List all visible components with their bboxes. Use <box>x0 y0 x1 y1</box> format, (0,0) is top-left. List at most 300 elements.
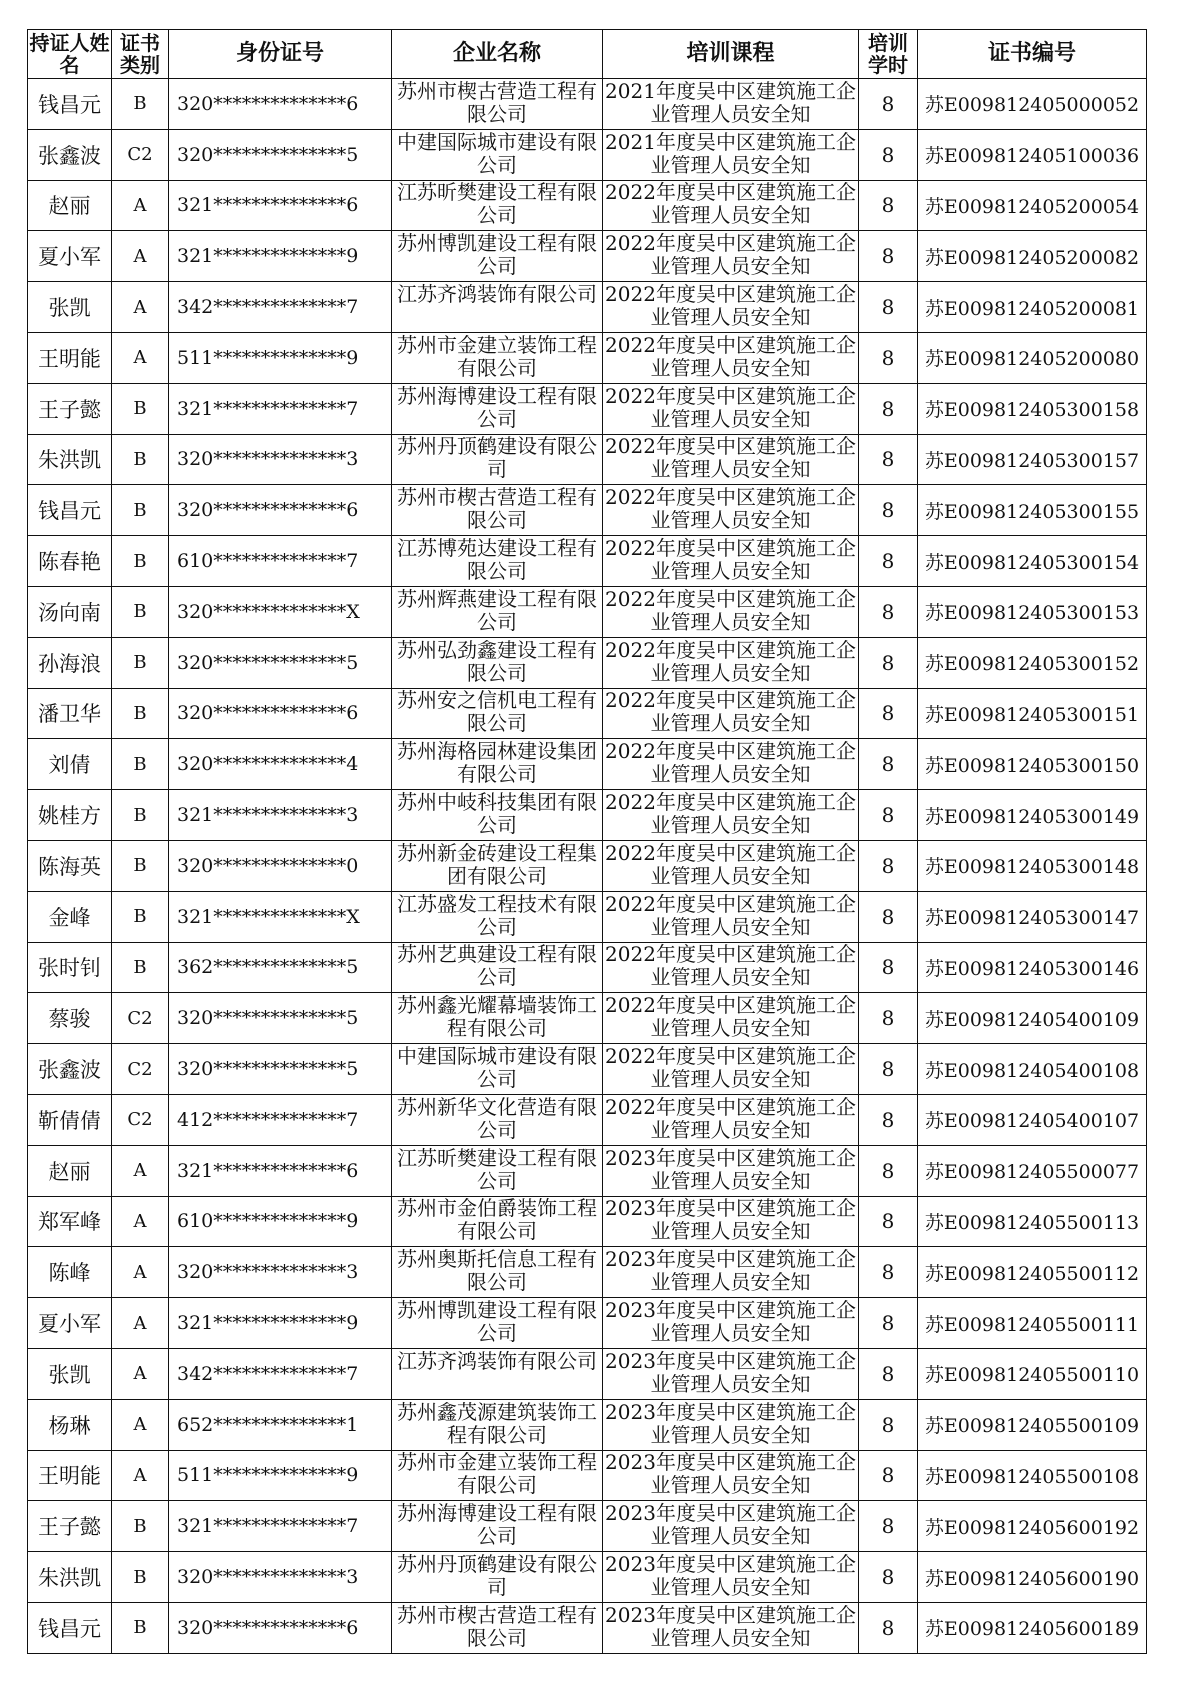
header-cert-type: 证书类别 <box>112 30 169 79</box>
holder-name-cell: 夏小军 <box>28 231 112 282</box>
company-cell <box>392 1298 603 1349</box>
cert-number-cell: 苏E009812405300152 <box>918 637 1147 688</box>
course-cell <box>603 231 859 282</box>
cert-number-cell: 苏E009812405500111 <box>918 1298 1147 1349</box>
id-number-cell: 511**************9 <box>169 332 392 383</box>
course-cell <box>603 1501 859 1552</box>
course-cell <box>603 1145 859 1196</box>
company-cell-text: 苏州辉燕建设工程有限公司 <box>397 587 597 634</box>
company-cell <box>392 790 603 841</box>
course-cell-text: 2023年度吴中区建筑施工企业管理人员安全知 <box>605 1197 856 1244</box>
cert-number-cell: 苏E009812405300149 <box>918 790 1147 841</box>
cert-type-cell: B <box>112 891 169 942</box>
table-row <box>28 586 1147 637</box>
cert-type-cell: B <box>112 79 169 130</box>
id-number-cell: 320**************4 <box>169 739 392 790</box>
course-cell-text: 2023年度吴中区建筑施工企业管理人员安全知 <box>605 1299 856 1346</box>
hours-cell: 8 <box>859 485 918 536</box>
cert-number-cell: 苏E009812405200080 <box>918 332 1147 383</box>
course-cell <box>603 1196 859 1247</box>
cert-type-cell: A <box>112 282 169 333</box>
course-cell <box>603 434 859 485</box>
table-row <box>28 1298 1147 1349</box>
course-cell-text: 2021年度吴中区建筑施工企业管理人员安全知 <box>605 130 856 177</box>
hours-cell: 8 <box>859 79 918 130</box>
holder-name-cell: 张鑫波 <box>28 129 112 180</box>
course-cell <box>603 282 859 333</box>
cert-type-cell: B <box>112 790 169 841</box>
cert-type-cell: C2 <box>112 129 169 180</box>
table-row <box>28 1145 1147 1196</box>
id-number-cell: 362**************5 <box>169 942 392 993</box>
cert-type-cell: B <box>112 485 169 536</box>
cert-number-cell: 苏E009812405500109 <box>918 1399 1147 1450</box>
id-number-cell: 321**************9 <box>169 1298 392 1349</box>
cert-number-cell: 苏E009812405500110 <box>918 1348 1147 1399</box>
hours-cell: 8 <box>859 637 918 688</box>
company-cell-text: 苏州艺典建设工程有限公司 <box>397 943 597 990</box>
table-row <box>28 231 1147 282</box>
id-number-cell: 610**************7 <box>169 536 392 587</box>
id-number-cell: 320**************3 <box>169 1247 392 1298</box>
course-cell-text: 2023年度吴中区建筑施工企业管理人员安全知 <box>605 1349 856 1396</box>
company-cell-text: 苏州丹顶鹤建设有限公司 <box>397 1553 597 1599</box>
course-cell-text: 2023年度吴中区建筑施工企业管理人员安全知 <box>605 1400 856 1447</box>
course-cell-text: 2023年度吴中区建筑施工企业管理人员安全知 <box>605 1502 856 1549</box>
cert-type-cell: A <box>112 180 169 231</box>
holder-name-cell: 赵丽 <box>28 180 112 231</box>
cert-number-cell: 苏E009812405600190 <box>918 1552 1147 1603</box>
header-row <box>28 30 1147 79</box>
holder-name-cell: 张鑫波 <box>28 1044 112 1095</box>
hours-cell: 8 <box>859 1348 918 1399</box>
cert-number-cell: 苏E009812405200082 <box>918 231 1147 282</box>
table-row <box>28 1399 1147 1450</box>
holder-name-cell: 张凯 <box>28 282 112 333</box>
company-cell-text: 苏州新华文化营造有限公司 <box>397 1095 597 1142</box>
holder-name-cell: 夏小军 <box>28 1298 112 1349</box>
table-row <box>28 1552 1147 1603</box>
cert-number-cell: 苏E009812405300151 <box>918 688 1147 739</box>
hours-cell: 8 <box>859 1552 918 1603</box>
cert-number-cell: 苏E009812405300155 <box>918 485 1147 536</box>
company-cell <box>392 180 603 231</box>
holder-name-cell: 陈春艳 <box>28 536 112 587</box>
cert-number-cell: 苏E009812405200054 <box>918 180 1147 231</box>
header-course: 培训课程 <box>603 30 859 79</box>
holder-name-cell: 张时钊 <box>28 942 112 993</box>
hours-cell: 8 <box>859 840 918 891</box>
course-cell <box>603 586 859 637</box>
hours-cell: 8 <box>859 434 918 485</box>
hours-cell: 8 <box>859 383 918 434</box>
company-cell-text: 苏州鑫茂源建筑装饰工程有限公司 <box>397 1400 597 1447</box>
company-cell-text: 苏州海博建设工程有限公司 <box>397 1502 597 1549</box>
cert-type-cell: A <box>112 1298 169 1349</box>
cert-type-cell: B <box>112 1552 169 1603</box>
cert-number-cell: 苏E009812405300146 <box>918 942 1147 993</box>
cert-type-cell: B <box>112 942 169 993</box>
company-cell <box>392 1450 603 1501</box>
cert-type-cell: B <box>112 1602 169 1653</box>
company-cell-text: 苏州中岐科技集团有限公司 <box>397 791 597 838</box>
company-cell <box>392 993 603 1044</box>
cert-type-cell: B <box>112 840 169 891</box>
hours-cell: 8 <box>859 1602 918 1653</box>
course-cell-text: 2022年度吴中区建筑施工企业管理人员安全知 <box>605 841 856 888</box>
id-number-cell: 342**************7 <box>169 282 392 333</box>
course-cell-text: 2023年度吴中区建筑施工企业管理人员安全知 <box>605 1146 856 1193</box>
company-cell <box>392 1602 603 1653</box>
hours-cell: 8 <box>859 1145 918 1196</box>
course-cell <box>603 79 859 130</box>
cert-number-cell: 苏E009812405000052 <box>918 79 1147 130</box>
hours-cell: 8 <box>859 739 918 790</box>
table-row <box>28 840 1147 891</box>
company-cell <box>392 485 603 536</box>
company-cell-text: 苏州市金建立装饰工程有限公司 <box>397 1451 597 1498</box>
company-cell-text: 苏州海格园林建设集团有限公司 <box>397 740 597 787</box>
course-cell-text: 2022年度吴中区建筑施工企业管理人员安全知 <box>605 1045 856 1092</box>
hours-cell: 8 <box>859 1501 918 1552</box>
id-number-cell: 320**************5 <box>169 993 392 1044</box>
course-cell <box>603 536 859 587</box>
company-cell <box>392 282 603 333</box>
course-cell-text: 2023年度吴中区建筑施工企业管理人员安全知 <box>605 1451 856 1498</box>
course-cell-text: 2022年度吴中区建筑施工企业管理人员安全知 <box>605 689 856 736</box>
course-cell-text: 2022年度吴中区建筑施工企业管理人员安全知 <box>605 283 856 330</box>
cert-number-cell: 苏E009812405500112 <box>918 1247 1147 1298</box>
company-cell <box>392 383 603 434</box>
cert-type-cell: C2 <box>112 1044 169 1095</box>
hours-cell: 8 <box>859 1196 918 1247</box>
company-cell <box>392 739 603 790</box>
holder-name-cell: 潘卫华 <box>28 688 112 739</box>
company-cell-text: 苏州鑫光耀幕墙装饰工程有限公司 <box>397 994 597 1041</box>
course-cell-text: 2023年度吴中区建筑施工企业管理人员安全知 <box>605 1248 856 1295</box>
hours-cell: 8 <box>859 1247 918 1298</box>
company-cell-text: 江苏昕樊建设工程有限公司 <box>397 1146 597 1193</box>
company-cell-text: 江苏盛发工程技术有限公司 <box>397 892 597 939</box>
cert-type-cell: A <box>112 1348 169 1399</box>
table-row <box>28 739 1147 790</box>
company-cell <box>392 586 603 637</box>
id-number-cell: 320**************6 <box>169 688 392 739</box>
course-cell-text: 2023年度吴中区建筑施工企业管理人员安全知 <box>605 1603 856 1650</box>
hours-cell: 8 <box>859 332 918 383</box>
hours-cell: 8 <box>859 231 918 282</box>
course-cell-text: 2022年度吴中区建筑施工企业管理人员安全知 <box>605 943 856 990</box>
table-row <box>28 1044 1147 1095</box>
holder-name-cell: 刘倩 <box>28 739 112 790</box>
cert-number-cell: 苏E009812405200081 <box>918 282 1147 333</box>
company-cell-text: 苏州市金建立装饰工程有限公司 <box>397 333 597 380</box>
hours-cell: 8 <box>859 891 918 942</box>
header-cert-number: 证书编号 <box>918 30 1147 79</box>
company-cell-text: 苏州市楔古营造工程有限公司 <box>397 1603 597 1650</box>
table-row <box>28 1450 1147 1501</box>
course-cell <box>603 688 859 739</box>
course-cell-text: 2022年度吴中区建筑施工企业管理人员安全知 <box>605 740 856 787</box>
company-cell-text: 苏州弘劲鑫建设工程有限公司 <box>397 638 597 685</box>
holder-name-cell: 蔡骏 <box>28 993 112 1044</box>
id-number-cell: 511**************9 <box>169 1450 392 1501</box>
company-cell-text: 苏州市楔古营造工程有限公司 <box>397 486 597 533</box>
company-cell <box>392 942 603 993</box>
hours-cell: 8 <box>859 1399 918 1450</box>
hours-cell: 8 <box>859 586 918 637</box>
cert-number-cell: 苏E009812405600192 <box>918 1501 1147 1552</box>
course-cell <box>603 891 859 942</box>
id-number-cell: 321**************7 <box>169 383 392 434</box>
course-cell <box>603 332 859 383</box>
cert-number-cell: 苏E009812405300154 <box>918 536 1147 587</box>
cert-number-cell: 苏E009812405300157 <box>918 434 1147 485</box>
company-cell-text: 苏州新金砖建设工程集团有限公司 <box>397 841 597 888</box>
course-cell-text: 2022年度吴中区建筑施工企业管理人员安全知 <box>605 587 856 634</box>
cert-type-cell: C2 <box>112 993 169 1044</box>
cert-number-cell: 苏E009812405300147 <box>918 891 1147 942</box>
company-cell-text: 中建国际城市建设有限公司 <box>397 130 597 177</box>
hours-cell: 8 <box>859 1094 918 1145</box>
company-cell <box>392 332 603 383</box>
cert-number-cell: 苏E009812405400107 <box>918 1094 1147 1145</box>
cert-type-cell: B <box>112 637 169 688</box>
cert-type-cell: A <box>112 1145 169 1196</box>
holder-name-cell: 孙海浪 <box>28 637 112 688</box>
id-number-cell: 652**************1 <box>169 1399 392 1450</box>
holder-name-cell: 郑军峰 <box>28 1196 112 1247</box>
holder-name-cell: 陈峰 <box>28 1247 112 1298</box>
course-cell <box>603 637 859 688</box>
course-cell <box>603 739 859 790</box>
id-number-cell: 412**************7 <box>169 1094 392 1145</box>
company-cell <box>392 891 603 942</box>
course-cell-text: 2022年度吴中区建筑施工企业管理人员安全知 <box>605 1095 856 1142</box>
cert-number-cell: 苏E009812405500113 <box>918 1196 1147 1247</box>
id-number-cell: 321**************7 <box>169 1501 392 1552</box>
cert-type-cell: A <box>112 231 169 282</box>
course-cell <box>603 1298 859 1349</box>
table-row <box>28 332 1147 383</box>
cert-number-cell: 苏E009812405500077 <box>918 1145 1147 1196</box>
id-number-cell: 320**************6 <box>169 79 392 130</box>
course-cell <box>603 840 859 891</box>
cert-number-cell: 苏E009812405300148 <box>918 840 1147 891</box>
id-number-cell: 320**************3 <box>169 1552 392 1603</box>
id-number-cell: 320**************6 <box>169 485 392 536</box>
course-cell <box>603 383 859 434</box>
header-company: 企业名称 <box>392 30 603 79</box>
cert-type-cell: A <box>112 1196 169 1247</box>
hours-cell: 8 <box>859 536 918 587</box>
course-cell <box>603 1602 859 1653</box>
course-cell-text: 2023年度吴中区建筑施工企业管理人员安全知 <box>605 1553 856 1599</box>
company-cell-text: 中建国际城市建设有限公司 <box>397 1045 597 1092</box>
header-holder-name: 持证人姓名 <box>29 31 110 77</box>
id-number-cell: 320**************5 <box>169 637 392 688</box>
course-cell <box>603 790 859 841</box>
course-cell-text: 2021年度吴中区建筑施工企业管理人员安全知 <box>605 79 856 126</box>
company-cell-text: 苏州奥斯托信息工程有限公司 <box>397 1248 597 1295</box>
table-row <box>28 434 1147 485</box>
company-cell <box>392 1552 603 1603</box>
holder-name-cell: 王子懿 <box>28 1501 112 1552</box>
table-row <box>28 1196 1147 1247</box>
course-cell <box>603 1450 859 1501</box>
course-cell-text: 2022年度吴中区建筑施工企业管理人员安全知 <box>605 791 856 838</box>
course-cell-text: 2022年度吴中区建筑施工企业管理人员安全知 <box>605 486 856 533</box>
holder-name-cell: 王子懿 <box>28 383 112 434</box>
cert-type-cell: A <box>112 1450 169 1501</box>
company-cell <box>392 1399 603 1450</box>
id-number-cell: 610**************9 <box>169 1196 392 1247</box>
holder-name-cell: 赵丽 <box>28 1145 112 1196</box>
table-row <box>28 1348 1147 1399</box>
company-cell <box>392 840 603 891</box>
company-cell <box>392 129 603 180</box>
company-cell <box>392 1247 603 1298</box>
holder-name-cell: 杨琳 <box>28 1399 112 1450</box>
table-row <box>28 129 1147 180</box>
hours-cell: 8 <box>859 942 918 993</box>
course-cell <box>603 1552 859 1603</box>
hours-cell: 8 <box>859 1298 918 1349</box>
cert-number-cell: 苏E009812405300158 <box>918 383 1147 434</box>
course-cell <box>603 1348 859 1399</box>
course-cell-text: 2022年度吴中区建筑施工企业管理人员安全知 <box>605 892 856 939</box>
cert-type-cell: B <box>112 1501 169 1552</box>
id-number-cell: 320**************X <box>169 586 392 637</box>
cert-number-cell: 苏E009812405300150 <box>918 739 1147 790</box>
course-cell <box>603 1094 859 1145</box>
table-row <box>28 79 1147 130</box>
id-number-cell: 321**************6 <box>169 1145 392 1196</box>
cert-number-cell: 苏E009812405400109 <box>918 993 1147 1044</box>
cert-number-cell: 苏E009812405100036 <box>918 129 1147 180</box>
course-cell <box>603 485 859 536</box>
company-cell-text: 江苏齐鸿装饰有限公司 <box>397 283 597 307</box>
table-row <box>28 637 1147 688</box>
table-row <box>28 282 1147 333</box>
hours-cell: 8 <box>859 180 918 231</box>
company-cell-text: 苏州安之信机电工程有限公司 <box>397 689 597 736</box>
id-number-cell: 342**************7 <box>169 1348 392 1399</box>
holder-name-cell: 汤向南 <box>28 586 112 637</box>
table-row <box>28 891 1147 942</box>
course-cell <box>603 180 859 231</box>
id-number-cell: 321**************6 <box>169 180 392 231</box>
course-cell-text: 2022年度吴中区建筑施工企业管理人员安全知 <box>605 384 856 431</box>
table-row <box>28 1602 1147 1653</box>
table-row <box>28 1501 1147 1552</box>
course-cell-text: 2022年度吴中区建筑施工企业管理人员安全知 <box>605 232 856 279</box>
id-number-cell: 320**************0 <box>169 840 392 891</box>
table-row <box>28 1094 1147 1145</box>
table-row <box>28 1247 1147 1298</box>
cert-type-cell: B <box>112 739 169 790</box>
cert-type-cell: B <box>112 688 169 739</box>
company-cell <box>392 688 603 739</box>
table-row <box>28 790 1147 841</box>
course-cell <box>603 1399 859 1450</box>
company-cell <box>392 231 603 282</box>
cert-type-cell: A <box>112 1399 169 1450</box>
hours-cell: 8 <box>859 1044 918 1095</box>
course-cell <box>603 1044 859 1095</box>
hours-cell: 8 <box>859 688 918 739</box>
holder-name-cell: 王明能 <box>28 332 112 383</box>
company-cell-text: 苏州丹顶鹤建设有限公司 <box>397 435 597 482</box>
cert-number-cell: 苏E009812405400108 <box>918 1044 1147 1095</box>
course-cell-text: 2022年度吴中区建筑施工企业管理人员安全知 <box>605 638 856 685</box>
table-row <box>28 536 1147 587</box>
table-body <box>28 79 1147 1654</box>
table-row <box>28 180 1147 231</box>
company-cell-text: 苏州市金伯爵装饰工程有限公司 <box>397 1197 597 1244</box>
id-number-cell: 320**************5 <box>169 129 392 180</box>
cert-type-cell: C2 <box>112 1094 169 1145</box>
id-number-cell: 321**************3 <box>169 790 392 841</box>
course-cell-text: 2022年度吴中区建筑施工企业管理人员安全知 <box>605 333 856 380</box>
course-cell-text: 2022年度吴中区建筑施工企业管理人员安全知 <box>605 181 856 228</box>
course-cell <box>603 993 859 1044</box>
company-cell <box>392 1094 603 1145</box>
course-cell <box>603 1247 859 1298</box>
id-number-cell: 320**************5 <box>169 1044 392 1095</box>
hours-cell: 8 <box>859 790 918 841</box>
company-cell-text: 江苏昕樊建设工程有限公司 <box>397 181 597 228</box>
cert-type-cell: B <box>112 536 169 587</box>
cert-type-cell: B <box>112 383 169 434</box>
course-cell <box>603 942 859 993</box>
hours-cell: 8 <box>859 129 918 180</box>
holder-name-cell: 张凯 <box>28 1348 112 1399</box>
company-cell-text: 江苏齐鸿装饰有限公司 <box>397 1349 597 1373</box>
table-row <box>28 485 1147 536</box>
holder-name-cell: 朱洪凯 <box>28 434 112 485</box>
company-cell <box>392 1044 603 1095</box>
company-cell-text: 苏州海博建设工程有限公司 <box>397 384 597 431</box>
cert-number-cell: 苏E009812405600189 <box>918 1602 1147 1653</box>
hours-cell: 8 <box>859 1450 918 1501</box>
id-number-cell: 320**************3 <box>169 434 392 485</box>
company-cell <box>392 1501 603 1552</box>
company-cell-text: 苏州博凯建设工程有限公司 <box>397 1299 597 1346</box>
company-cell <box>392 637 603 688</box>
course-cell-text: 2022年度吴中区建筑施工企业管理人员安全知 <box>605 435 856 482</box>
hours-cell: 8 <box>859 282 918 333</box>
company-cell-text: 苏州市楔古营造工程有限公司 <box>397 79 597 126</box>
holder-name-cell: 朱洪凯 <box>28 1552 112 1603</box>
cert-type-cell: B <box>112 434 169 485</box>
hours-cell: 8 <box>859 993 918 1044</box>
company-cell <box>392 536 603 587</box>
holder-name-cell: 姚桂方 <box>28 790 112 841</box>
holder-name-cell: 陈海英 <box>28 840 112 891</box>
table-row <box>28 942 1147 993</box>
company-cell <box>392 1348 603 1399</box>
company-cell <box>392 79 603 130</box>
id-number-cell: 321**************9 <box>169 231 392 282</box>
course-cell <box>603 129 859 180</box>
cert-type-cell: B <box>112 586 169 637</box>
holder-name-cell: 王明能 <box>28 1450 112 1501</box>
holder-name-cell: 钱昌元 <box>28 79 112 130</box>
id-number-cell: 321**************X <box>169 891 392 942</box>
certificate-table <box>27 29 1147 1654</box>
holder-name-cell: 钱昌元 <box>28 485 112 536</box>
